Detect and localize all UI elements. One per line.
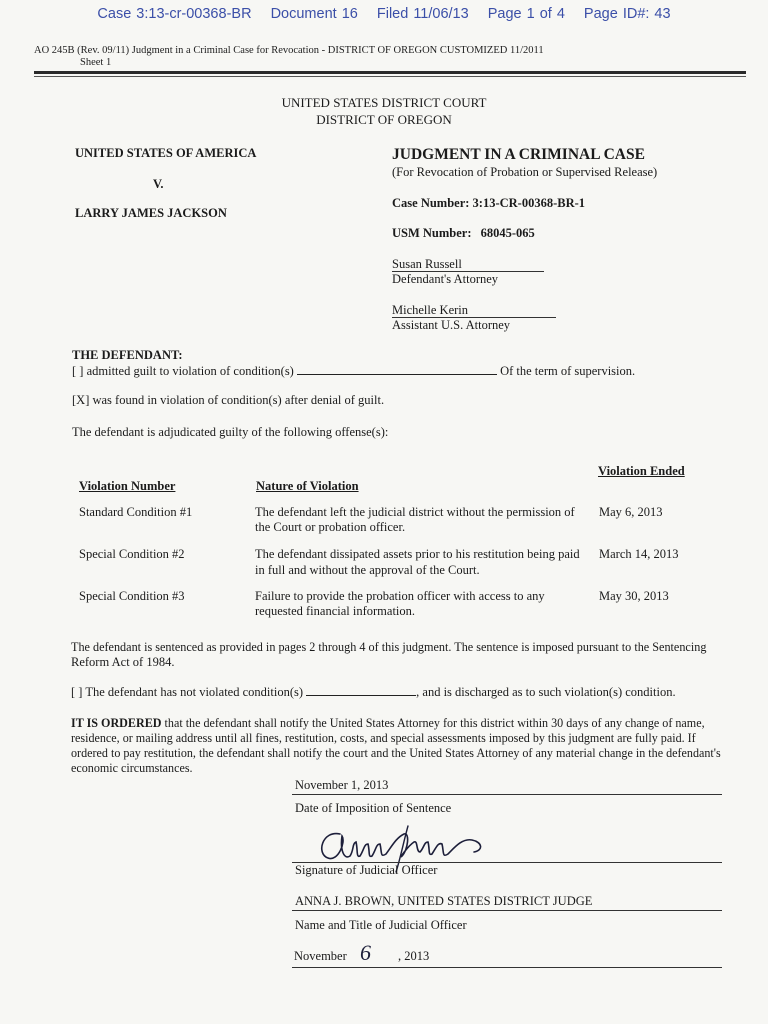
defense-attorney-name: Susan Russell	[392, 257, 462, 271]
case-id: Case 3:13-cr-00368-BR	[97, 6, 252, 22]
violation-number: Standard Condition #1	[79, 505, 193, 519]
defense-attorney-role: Defendant's Attorney	[392, 272, 499, 286]
admitted-tail: Of the term of supervision.	[500, 364, 636, 378]
us-attorney-name: Michelle Kerin	[392, 303, 469, 317]
ordered-lead: IT IS ORDERED	[71, 716, 162, 730]
ordered-text-1: that the defendant shall notify the United States Attorney for this district within 30 days of any change of name,	[161, 716, 705, 730]
court-district: DISTRICT OF OREGON	[316, 112, 452, 127]
signed-date-line	[292, 967, 722, 968]
page-id: Page ID#: 43	[583, 6, 671, 22]
judgment-subtitle: (For Revocation of Probation or Supervised Release)	[392, 165, 658, 179]
ordered-line-3: ordered to pay restitution, the defendant shall notify the court and the United States Attorney of any material change in the defendant's	[71, 746, 721, 760]
found-checkbox: [X]	[72, 393, 90, 407]
usm-number-value: 68045-065	[480, 226, 535, 240]
violation-nature-2: in full and without the approval of the Court.	[255, 563, 480, 577]
sentence-line-1: The defendant is sentenced as provided in pages 2 through 4 of this judgment. The sentence is imposed pursuant to the Sentencing	[71, 640, 707, 654]
case-number	[392, 196, 585, 211]
usm-number-label: USM Number:	[392, 226, 472, 240]
document-number: Document 16	[270, 6, 358, 22]
violation-ended: May 30, 2013	[599, 589, 669, 603]
defendant-heading: THE DEFENDANT:	[72, 348, 183, 362]
admitted-blank	[297, 374, 497, 375]
not-violated-checkbox: [ ]	[71, 685, 83, 699]
col-violation-number: Violation Number	[79, 479, 176, 493]
page-count: Page 1 of 4	[487, 6, 565, 22]
not-violated-blank	[306, 695, 416, 696]
ordered-line-2: residence, or mailing address until all fines, restitution, costs, and special assessments imposed by this judgment are fully paid. If	[71, 731, 696, 745]
usm-number	[392, 226, 535, 241]
judge-name: ANNA J. BROWN, UNITED STATES DISTRICT JUDGE	[295, 894, 593, 908]
violation-number: Special Condition #3	[79, 589, 185, 603]
ordered-line-1	[71, 716, 705, 731]
violation-nature-1: Failure to provide the probation officer with access to any	[255, 589, 545, 603]
versus: V.	[153, 177, 164, 191]
found-text: was found in violation of condition(s) after denial of guilt.	[92, 393, 385, 407]
adjudicated-line: The defendant is adjudicated guilty of the following offense(s):	[72, 425, 389, 439]
header-rule-thin	[34, 76, 746, 77]
violation-nature-1: The defendant left the judicial district without the permission of	[255, 505, 575, 519]
violation-number: Special Condition #2	[79, 547, 185, 561]
sentence-line-2: Reform Act of 1984.	[71, 655, 175, 669]
imposition-date-line	[292, 794, 722, 795]
form-sheet: Sheet 1	[80, 57, 112, 68]
not-violated-line	[71, 685, 676, 700]
judge-label: Name and Title of Judicial Officer	[295, 918, 467, 932]
case-number-value: 3:13-CR-00368-BR-1	[472, 196, 586, 210]
defendant-name: LARRY JAMES JACKSON	[75, 206, 227, 220]
filed-date: Filed 11/06/13	[376, 6, 469, 22]
not-violated-text: The defendant has not violated condition(s)	[85, 685, 304, 699]
found-violation-line	[72, 393, 384, 408]
violation-nature-2: the Court or probation officer.	[255, 520, 406, 534]
signature-label: Signature of Judicial Officer	[295, 863, 438, 877]
admitted-guilt-line	[72, 364, 635, 379]
violation-nature-2: requested financial information.	[255, 604, 416, 618]
header-rule	[34, 71, 746, 74]
form-identifier: AO 245B (Rev. 09/11) Judgment in a Criminal Case for Revocation - DISTRICT OF OREGON CUSTOMIZED 11/2011	[34, 45, 544, 56]
violation-nature-1: The defendant dissipated assets prior to his restitution being paid	[255, 547, 580, 561]
signed-year: , 2013	[398, 949, 430, 963]
col-violation-ended: Violation Ended	[598, 464, 685, 478]
court-name: UNITED STATES DISTRICT COURT	[281, 95, 487, 110]
imposition-date: November 1, 2013	[295, 778, 389, 792]
signed-day: 6	[360, 940, 371, 965]
col-nature: Nature of Violation	[256, 479, 359, 493]
filing-stamp	[0, 6, 768, 22]
judge-name-line	[292, 910, 722, 911]
us-attorney-role: Assistant U.S. Attorney	[392, 318, 511, 332]
plaintiff: UNITED STATES OF AMERICA	[75, 146, 257, 160]
judgment-title: JUDGMENT IN A CRIMINAL CASE	[392, 146, 645, 163]
admitted-checkbox: [ ]	[72, 364, 84, 378]
case-number-label: Case Number:	[392, 196, 470, 210]
imposition-label: Date of Imposition of Sentence	[295, 801, 452, 815]
signed-month: November	[294, 949, 347, 963]
admitted-text: admitted guilt to violation of condition(s)	[86, 364, 294, 378]
violation-ended: May 6, 2013	[599, 505, 663, 519]
violation-ended: March 14, 2013	[599, 547, 679, 561]
not-violated-tail: , and is discharged as to such violation(s) condition.	[416, 685, 676, 699]
ordered-line-4: economic circumstances.	[71, 761, 193, 775]
